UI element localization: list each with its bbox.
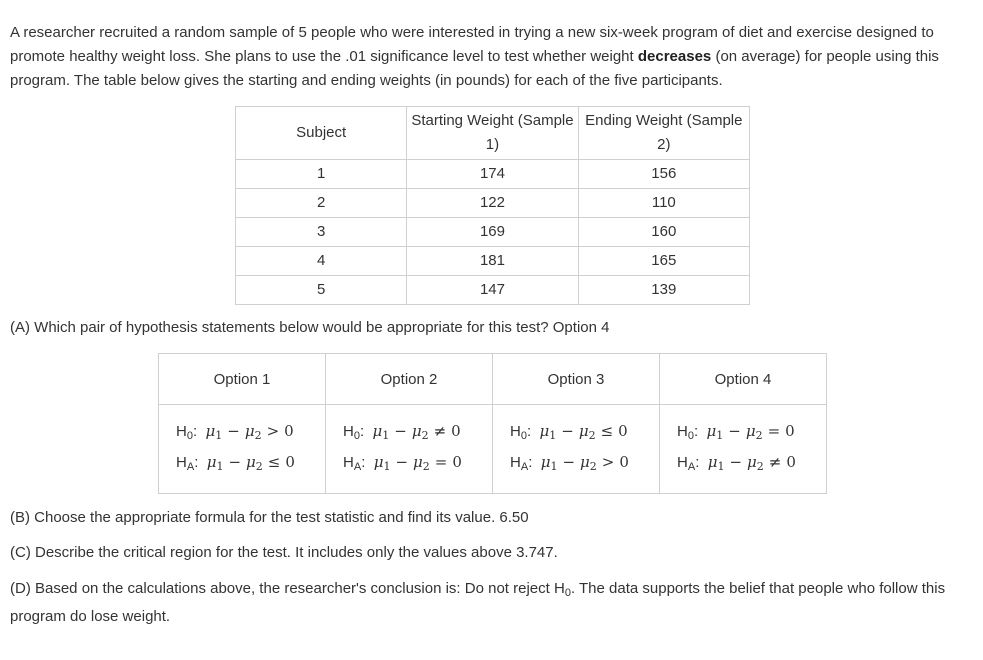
- cell-subject: 5: [236, 276, 407, 305]
- table-row: [236, 160, 750, 189]
- cell-end: 156: [578, 160, 749, 189]
- cell-subject: 2: [236, 189, 407, 218]
- option-1-header: Option 1: [159, 354, 326, 405]
- alternative-hypothesis: $H_A$: $\mu_1 - \mu_2 \le 0$: [176, 453, 295, 473]
- cell-subject: 1: [236, 160, 407, 189]
- cell-end: 165: [578, 247, 749, 276]
- option-cell: [159, 405, 326, 494]
- cell-start: 169: [407, 218, 578, 247]
- intro-paragraph: [10, 21, 975, 93]
- intro-text-1: A researcher recruited a random sample of 5 people who were interested in trying a new six-week program of diet and exercise designed to promote healthy weight loss. She plans to use the .01 significance level to test whether weight: [10, 24, 934, 65]
- table-row: [236, 247, 750, 276]
- question-c: (C) Describe the critical region for the test. It includes only the values above 3.747.: [10, 544, 558, 561]
- question-a: (A) Which pair of hypothesis statements below would be appropriate for this test? Option 4: [10, 319, 610, 336]
- option-cell: [660, 405, 827, 494]
- header-ending-weight: Ending Weight (Sample 2): [578, 107, 749, 160]
- cell-subject: 4: [236, 247, 407, 276]
- cell-end: 139: [578, 276, 749, 305]
- options-hypotheses-row: [159, 405, 827, 494]
- cell-start: 147: [407, 276, 578, 305]
- weights-table: [235, 106, 750, 305]
- cell-end: 110: [578, 189, 749, 218]
- options-table: [158, 353, 827, 494]
- question-d-text-1: (D) Based on the calculations above, the researcher's conclusion is: Do not reject H: [10, 580, 565, 597]
- cell-start: 174: [407, 160, 578, 189]
- alternative-hypothesis: $H_A$: $\mu_1 - \mu_2 \ne 0$: [677, 453, 796, 473]
- option-4-header: Option 4: [660, 354, 827, 405]
- question-b: (B) Choose the appropriate formula for the test statistic and find its value. 6.50: [10, 509, 529, 526]
- null-hypothesis: $H_0$: $\mu_1 - \mu_2 \ne 0$: [343, 422, 461, 442]
- options-header-row: [159, 354, 827, 405]
- weights-table-header-row: [236, 107, 750, 160]
- intro-text-2: (on average) for people using this program. The table below gives the starting and ending weights (in pounds) for each of the five participants.: [10, 48, 939, 89]
- cell-start: 181: [407, 247, 578, 276]
- question-d-text-2: . The data supports the belief that people who follow this program do lose weight.: [10, 580, 946, 625]
- alternative-hypothesis: $H_A$: $\mu_1 - \mu_2 > 0$: [510, 453, 629, 473]
- null-hypothesis: $H_0$: $\mu_1 - \mu_2 > 0$: [176, 422, 294, 442]
- option-2-header: Option 2: [326, 354, 493, 405]
- cell-end: 160: [578, 218, 749, 247]
- intro-emphasis: decreases: [637, 48, 712, 65]
- question-d-subscript: 0: [564, 587, 571, 599]
- table-row: [236, 276, 750, 305]
- option-cell: [326, 405, 493, 494]
- cell-start: 122: [407, 189, 578, 218]
- header-subject: Subject: [236, 107, 407, 160]
- table-row: [236, 189, 750, 218]
- null-hypothesis: $H_0$: $\mu_1 - \mu_2 = 0$: [677, 422, 795, 442]
- cell-subject: 3: [236, 218, 407, 247]
- header-starting-weight: Starting Weight (Sample 1): [407, 107, 578, 160]
- alternative-hypothesis: $H_A$: $\mu_1 - \mu_2 = 0$: [343, 453, 462, 473]
- table-row: [236, 218, 750, 247]
- null-hypothesis: $H_0$: $\mu_1 - \mu_2 \le 0$: [510, 422, 628, 442]
- option-cell: [493, 405, 660, 494]
- question-d: [10, 577, 975, 629]
- option-3-header: Option 3: [493, 354, 660, 405]
